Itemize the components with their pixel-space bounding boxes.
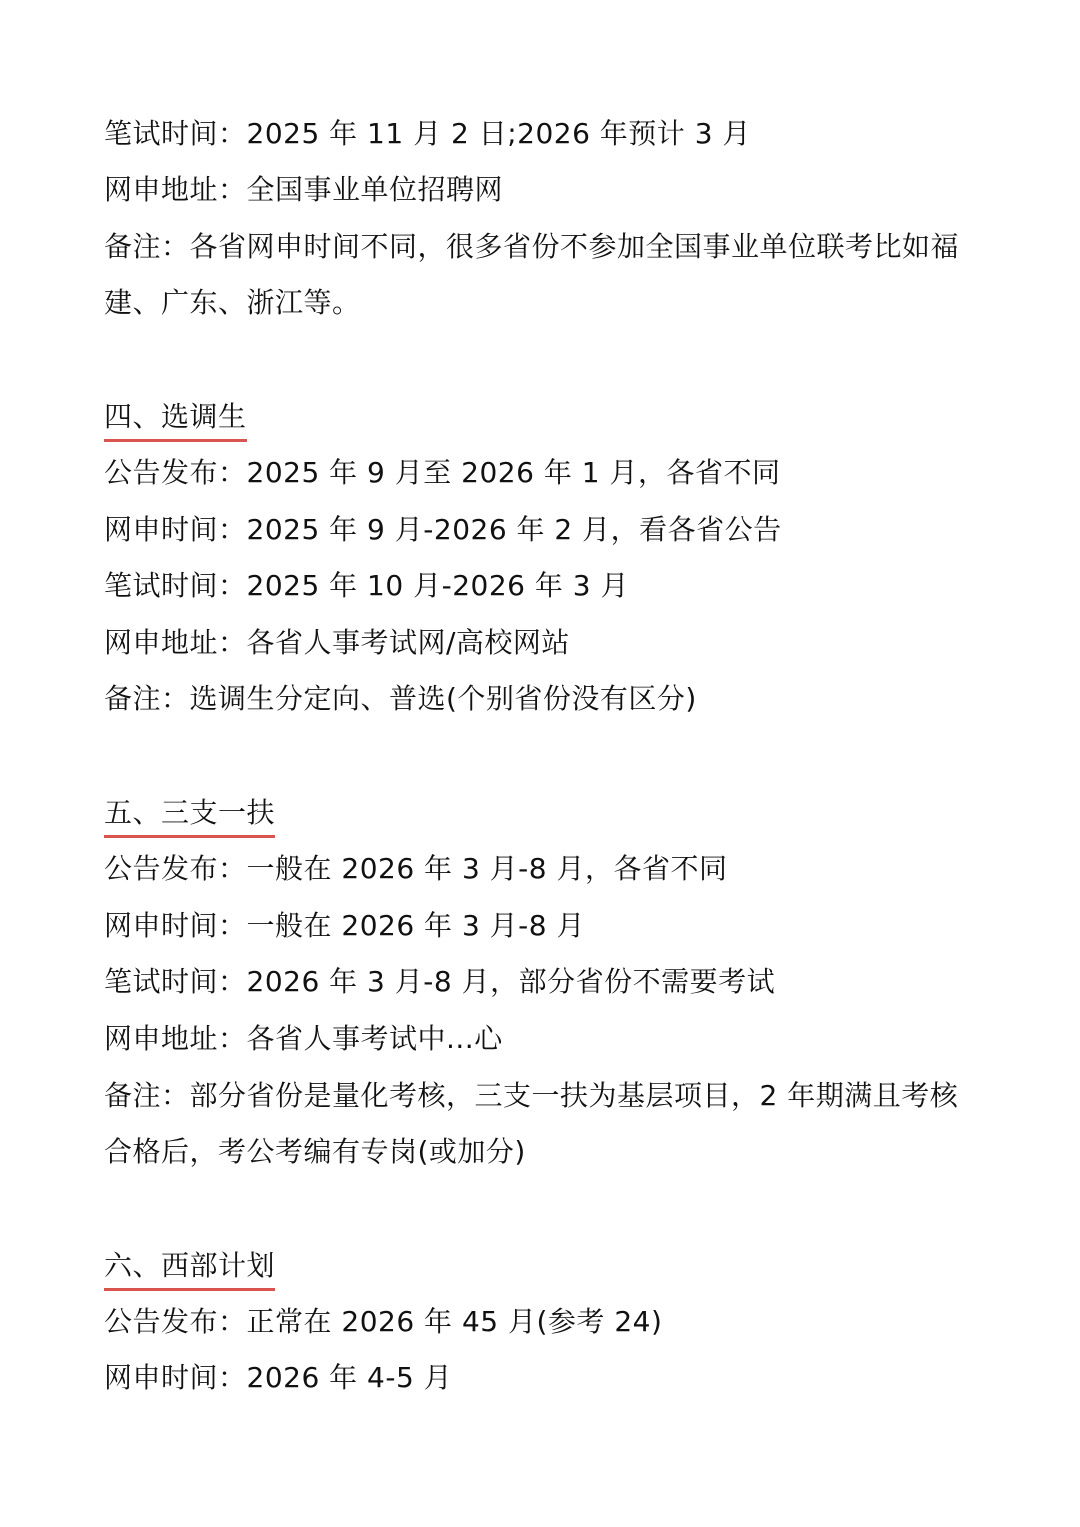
announce-line: 公告发布：正常在 2026 年 45 月(参考 24) xyxy=(104,1305,663,1338)
note-line: 备注：选调生分定向、普选(个别省份没有区分) xyxy=(104,682,697,715)
written-test-line: 笔试时间：2025 年 10 月-2026 年 3 月 xyxy=(104,569,629,602)
note-line-continued: 建、广东、浙江等。 xyxy=(104,286,361,319)
section-heading-sanzhiyifu: 五、三支一扶 xyxy=(104,793,275,838)
written-test-line: 笔试时间：2026 年 3 月-8 月，部分省份不需要考试 xyxy=(104,965,776,998)
apply-time-line: 网申时间：2025 年 9 月-2026 年 2 月，看各省公告 xyxy=(104,513,782,546)
apply-site-line: 网申地址：各省人事考试中...心 xyxy=(104,1022,503,1055)
apply-time-line: 网申时间：一般在 2026 年 3 月-8 月 xyxy=(104,909,585,942)
section-heading-xibujihua: 六、西部计划 xyxy=(104,1246,275,1291)
apply-site-line: 网申地址：全国事业单位招聘网 xyxy=(104,173,504,206)
apply-time-line: 网申时间：2026 年 4-5 月 xyxy=(104,1361,453,1394)
announce-line: 公告发布：一般在 2026 年 3 月-8 月，各省不同 xyxy=(104,852,728,885)
apply-site-line: 网申地址：各省人事考试网/高校网站 xyxy=(104,626,570,659)
section-heading-xuandiaosheng: 四、选调生 xyxy=(104,397,247,442)
note-line: 备注：各省网申时间不同，很多省份不参加全国事业单位联考比如福 xyxy=(104,230,960,263)
note-line: 备注：部分省份是量化考核，三支一扶为基层项目，2 年期满且考核 xyxy=(104,1079,959,1112)
announce-line: 公告发布：2025 年 9 月至 2026 年 1 月，各省不同 xyxy=(104,456,781,489)
note-line-continued: 合格后，考公考编有专岗(或加分) xyxy=(104,1135,526,1168)
written-test-line: 笔试时间：2025 年 11 月 2 日;2026 年预计 3 月 xyxy=(104,117,751,150)
